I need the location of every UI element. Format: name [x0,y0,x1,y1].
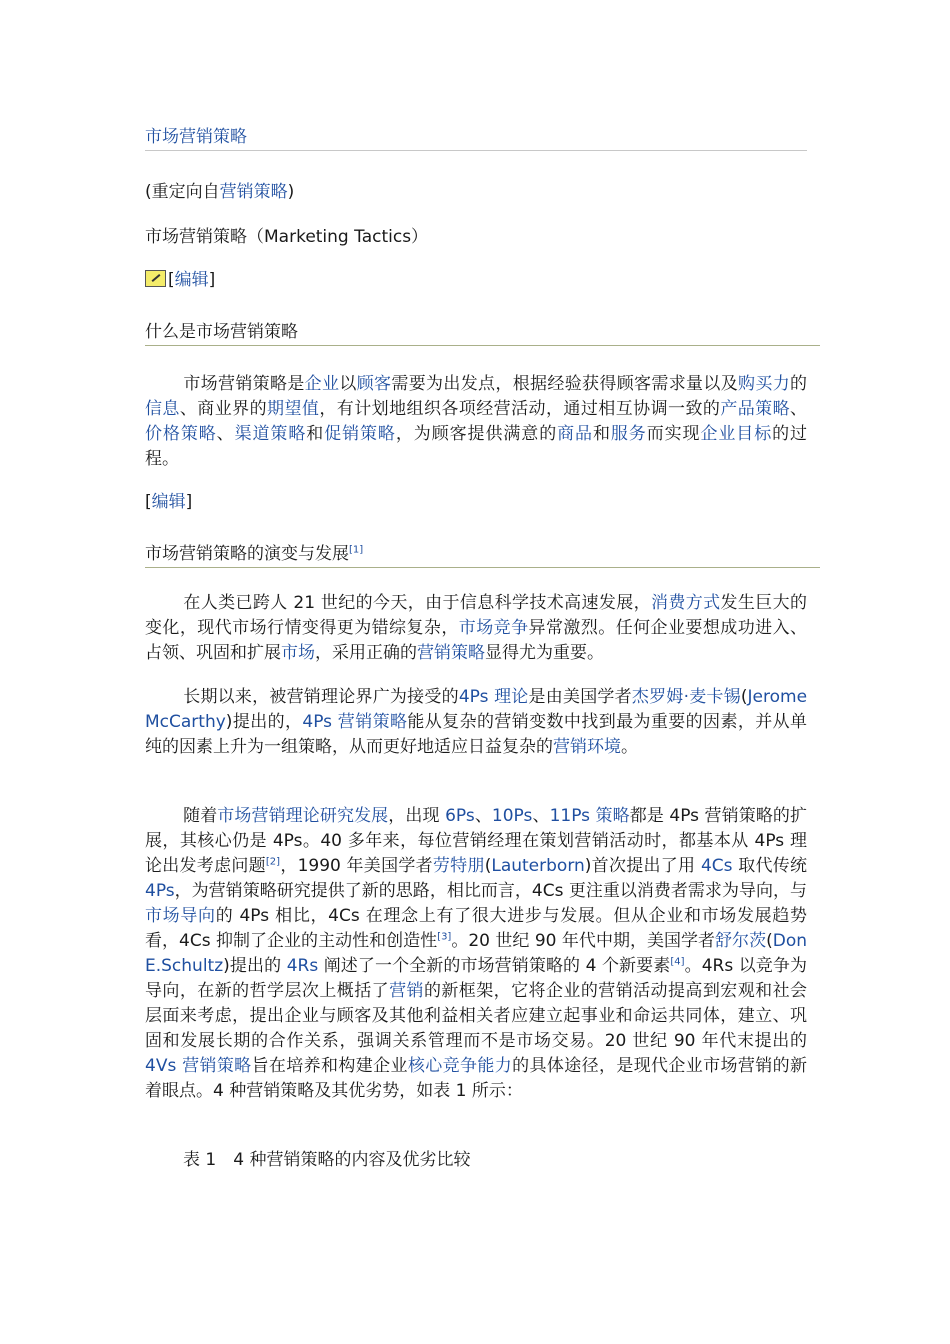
text-run: 、 [216,424,235,444]
text-run: 以 [339,374,357,394]
inline-link[interactable]: 4Ps 理论 [458,687,529,707]
page-title [145,124,807,151]
text-run: )提出的 [223,956,287,976]
text-run: 市场营销策略是 [183,374,305,394]
edit-link-section2 [145,490,192,514]
inline-link[interactable]: 市场 [281,643,315,663]
section-heading-definition: 什么是市场营销策略 [145,319,820,346]
text-run: ( [484,856,492,876]
text-run: ，出现 [388,806,446,826]
reference-link[interactable]: [4] [670,956,685,968]
inline-link[interactable]: 渠道策略 [234,424,307,444]
redirect-prefix: (重定向自 [145,182,220,202]
edit-open: [ [168,270,175,290]
inline-link[interactable]: 4Rs [286,956,319,976]
text-run: 的新框架，它将企业的营销活动提高到宏观和社会层面来考虑，提出企业与顾客及其他利益相关者应建立起事业和命运共同体，建立、巩固和发展长期的合作关系，强调关系管理而不是市场交易。20 世纪 90 年代末提出的 [145,981,808,1051]
text-run: 在人类已跨人 21 世纪的今天，由于信息科学技术高速发展， [183,593,651,613]
inline-link[interactable]: 市场竞争 [458,618,529,638]
inline-link[interactable]: Jerome McCarthy [145,687,808,732]
text-run: 发生巨大的变化，现代市场行情变得更为错综复杂， [145,593,808,638]
inline-link[interactable]: 购买力 [738,374,791,394]
edit-close: ] [185,492,193,512]
text-run: 而实现 [646,424,701,444]
text-run: 的具体途径，是现代企业市场营销的新着眼点。4 种营销策略及其优劣势，如表 1 所示： [145,1056,808,1101]
definition-text [145,374,807,469]
text-run: ，有计划地组织各项经营活动，通过相互协调一致的 [319,399,721,419]
evolution-text-1 [145,593,807,663]
inline-link[interactable]: Don E.Schultz [145,931,807,976]
reference-superscript [266,856,280,867]
inline-link[interactable]: 10Ps [491,806,533,826]
inline-link[interactable]: 企业目标 [700,424,773,444]
text-run: 的 [790,374,808,394]
inline-link[interactable]: 营销 [389,981,424,1001]
text-run: )首次提出了用 [584,856,701,876]
text-run: 取代传统 [732,856,808,876]
page-title-link[interactable]: 市场营销策略 [145,127,247,147]
text-run: 。 [621,737,638,757]
evolution-text-3 [145,806,807,1101]
text-run: 的过程。 [145,424,808,469]
inline-link[interactable]: 4Ps 营销策略 [302,712,408,732]
text-run: 异常激烈。任何企业要想成功进入、占领、巩固和扩展 [145,618,808,663]
inline-link[interactable]: Lauterborn [491,856,585,876]
pencil-edit-icon[interactable] [145,270,166,287]
paragraph-evolution-1 [145,591,807,666]
text-run: 、 [532,806,550,826]
text-run: ，采用正确的 [315,643,417,663]
paragraph-evolution-3 [145,804,807,1104]
inline-link[interactable]: 价格策略 [145,424,217,444]
redirect-link[interactable]: 营销策略 [219,182,288,202]
inline-link[interactable]: 商品 [557,424,593,444]
redirect-suffix: ) [287,182,295,202]
text-run: 、商业界的 [179,399,268,419]
text-run: 、 [790,399,808,419]
text-run: 和 [592,424,611,444]
text-run: 的 4Ps 相比，4Cs 在理念上有了很大进步与发展。但从企业和市场发展趋势看，4Cs 抑制了企业的主动性和创造性 [145,906,807,951]
inline-link[interactable]: 期望值 [267,399,320,419]
text-run: 和 [306,424,325,444]
redirect-note [145,180,294,204]
text-run: 显得尤为重要。 [485,643,604,663]
text-run: )提出的， [225,712,303,732]
edit-button-1[interactable]: 编辑 [174,270,209,290]
text-run: 长期以来，被营销理论界广为接受的 [183,687,459,707]
article-subtitle: 市场营销策略（Marketing Tactics） [145,227,429,247]
inline-link[interactable]: 市场营销理论研究发展 [217,806,389,826]
text-run: 。20 世纪 90 年代中期，美国学者 [451,931,716,951]
inline-link[interactable]: 11Ps 策略 [549,806,630,826]
text-run: ，1990 年美国学者 [280,856,433,876]
text-run: ( [766,931,773,951]
edit-open: [ [145,492,152,512]
inline-link[interactable]: 杰罗姆·麦卡锡 [631,687,741,707]
inline-link[interactable]: 顾客 [356,374,392,394]
text-run: 。4Rs 以竞争为导向，在新的哲学层次上概括了 [145,956,808,1001]
text-run: ，为营销策略研究提供了新的思路，相比而言，4Cs 更注重以消费者需求为导向，与 [174,881,807,901]
inline-link[interactable]: 核心竞争能力 [407,1056,513,1076]
evolution-text-2 [145,687,807,757]
reference-link[interactable]: [3] [437,931,452,943]
inline-link[interactable]: 4Cs [700,856,733,876]
text-run: 是由美国学者 [528,687,632,707]
reference-superscript [437,931,451,942]
text-run: ，为顾客提供满意的 [395,424,558,444]
text-run: 都是 4Ps 营销策略的扩展，其核心仍是 4Ps。40 多年来，每位营销经理在策划营销活动时，都基本从 4Ps 理论出发考虑问题 [145,806,808,876]
paragraph-definition [145,372,807,472]
text-run: 阐述了一个全新的市场营销策略的 4 个新要素 [318,956,671,976]
section-heading-text: 市场营销策略的演变与发展 [145,544,349,564]
text-run: 能从复杂的营销变数中找到最为重要的因素，并从单纯的因素上升为一组策略，从而更好地适应日益复杂的 [145,712,808,757]
reference-link[interactable]: [1] [349,544,364,556]
reference-superscript [670,956,684,967]
inline-link[interactable]: 信息 [145,399,180,419]
inline-link[interactable]: 4Ps [145,881,175,901]
text-run: 需要为出发点，根据经验获得顾客需求量以及 [391,374,739,394]
inline-link[interactable]: 6Ps [445,806,475,826]
inline-link[interactable]: 产品策略 [720,399,791,419]
reference-link[interactable]: [2] [265,856,281,868]
inline-link[interactable]: 市场导向 [145,906,216,926]
text-run: ( [740,687,748,707]
inline-link[interactable]: 舒尔茨 [715,931,767,951]
inline-link[interactable]: 4Vs 营销策略 [145,1056,252,1076]
text-run: 随着 [183,806,218,826]
inline-link[interactable]: 企业 [304,374,340,394]
inline-link[interactable]: 服务 [610,424,647,444]
section-heading-evolution [145,541,820,568]
text-run: 旨在培养和构建企业 [251,1056,408,1076]
edit-button-2[interactable]: 编辑 [151,492,186,512]
text-run: 、 [474,806,492,826]
edit-link-top [145,268,215,292]
inline-link[interactable]: 促销策略 [324,424,396,444]
inline-link[interactable]: 营销环境 [553,737,621,757]
paragraph-evolution-2 [145,685,807,760]
table-caption: 表 1 4 种营销策略的内容及优劣比较 [183,1150,471,1170]
edit-close: ] [208,270,216,290]
inline-link[interactable]: 消费方式 [650,593,721,613]
article-body [145,124,808,1170]
inline-link[interactable]: 劳特朋 [432,856,485,876]
inline-link[interactable]: 营销策略 [417,643,485,663]
